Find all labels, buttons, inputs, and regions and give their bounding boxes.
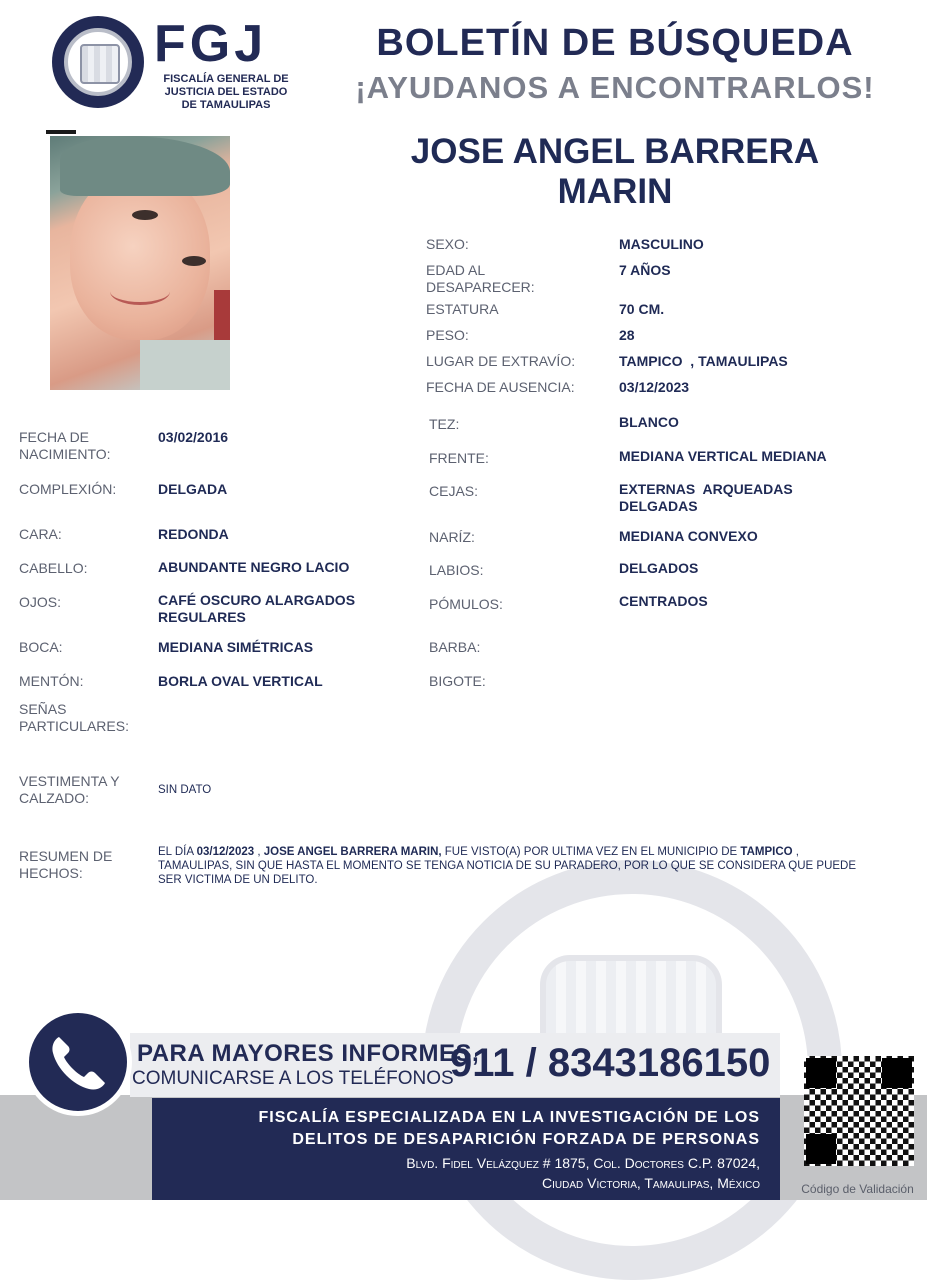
summary-date: 03/12/2023 xyxy=(196,846,255,858)
label-estatura: ESTATURA xyxy=(426,301,499,317)
label-ojos: OJOS: xyxy=(19,594,62,610)
value-complexion: DELGADA xyxy=(158,481,228,497)
label-labios: LABIOS: xyxy=(429,562,484,578)
value-sexo: MASCULINO xyxy=(619,236,704,252)
person-name-line1: JOSE ANGEL BARRERA xyxy=(410,132,820,171)
label-fecha-nacimiento: FECHA DE NACIMIENTO: xyxy=(19,429,111,462)
qr-label: Código de Validación xyxy=(801,1182,914,1196)
value-menton: BORLA OVAL VERTICAL xyxy=(158,673,323,689)
photo-mouth xyxy=(110,278,170,305)
label-boca: BOCA: xyxy=(19,639,63,655)
contact-line1: PARA MAYORES INFORMES, xyxy=(137,1040,480,1067)
value-cabello: ABUNDANTE NEGRO LACIO xyxy=(158,559,350,575)
label-complexion: COMPLEXIÓN: xyxy=(19,481,117,497)
label-peso: PESO: xyxy=(426,327,469,343)
label-menton: MENTÓN: xyxy=(19,673,84,689)
label-sexo: SEXO: xyxy=(426,236,469,252)
value-vestimenta: SIN DATO xyxy=(158,784,212,796)
photo-mark xyxy=(46,130,76,134)
value-cejas: EXTERNAS ARQUEADAS DELGADAS xyxy=(619,481,797,514)
value-ojos: CAFÉ OSCURO ALARGADOS REGULARES xyxy=(158,592,356,625)
logo-subtitle: FISCALÍA GENERAL DE JUSTICIA DEL ESTADO DE TAMAULIPAS xyxy=(163,73,289,111)
summary-name: JOSE ANGEL BARRERA MARIN, xyxy=(263,846,442,858)
summary-text xyxy=(158,845,868,887)
value-tez: BLANCO xyxy=(619,414,679,430)
label-resumen: RESUMEN DE HECHOS: xyxy=(19,848,113,881)
label-bigote: BIGOTE: xyxy=(429,673,486,689)
value-fecha-ausencia: 03/12/2023 xyxy=(619,379,690,395)
photo-eye xyxy=(182,256,206,266)
value-labios: DELGADOS xyxy=(619,560,699,576)
contact-line2: COMUNICARSE A LOS TELÉFONOS xyxy=(132,1068,454,1089)
value-peso: 28 xyxy=(619,327,635,343)
value-cara: REDONDA xyxy=(158,526,229,542)
label-vestimenta: VESTIMENTA Y CALZADO: xyxy=(19,773,120,806)
label-cara: CARA: xyxy=(19,526,62,542)
value-boca: MEDIANA SIMÉTRICAS xyxy=(158,639,314,655)
person-name xyxy=(380,132,850,212)
value-nariz: MEDIANA CONVEXO xyxy=(619,528,758,544)
label-nariz: NARÍZ: xyxy=(429,529,475,545)
person-name-line2: MARIN xyxy=(557,172,673,211)
summary-part: , xyxy=(254,846,264,858)
photo-eye xyxy=(132,210,158,220)
label-tez: TEZ: xyxy=(429,416,460,432)
label-edad: EDAD AL DESAPARECER: xyxy=(426,262,535,295)
contact-phones: 911 / 8343186150 xyxy=(450,1041,771,1085)
label-senas: SEÑAS PARTICULARES: xyxy=(19,701,129,734)
label-lugar: LUGAR DE EXTRAVÍO: xyxy=(426,353,576,369)
value-estatura: 70 CM. xyxy=(619,301,665,317)
footer-line2: DELITOS DE DESAPARICIÓN FORZADA DE PERSONAS xyxy=(292,1131,760,1148)
summary-part: EL DÍA xyxy=(158,846,197,858)
photo-collar xyxy=(140,340,230,390)
qr-code-icon[interactable] xyxy=(804,1056,914,1166)
label-fecha-ausencia: FECHA DE AUSENCIA: xyxy=(426,379,575,395)
value-fecha-nacimiento: 03/02/2016 xyxy=(158,429,229,445)
label-pomulos: PÓMULOS: xyxy=(429,596,503,612)
footer-line4: Ciudad Victoria, Tamaulipas, México xyxy=(542,1175,760,1191)
value-frente: MEDIANA VERTICAL MEDIANA xyxy=(619,448,827,464)
bulletin-title: BOLETÍN DE BÚSQUEDA xyxy=(376,22,854,64)
bulletin-subtitle: ¡AYUDANOS A ENCONTRARLOS! xyxy=(355,70,875,105)
value-pomulos: CENTRADOS xyxy=(619,593,708,609)
logo-title: FGJ xyxy=(154,15,268,73)
label-frente: FRENTE: xyxy=(429,450,489,466)
phone-icon xyxy=(29,1013,127,1111)
summary-part: FUE VISTO(A) POR ULTIMA VEZ EN EL MUNICIPIO DE xyxy=(441,846,741,858)
footer-line3: Blvd. Fidel Velázquez # 1875, Col. Doctores C.P. 87024, xyxy=(406,1155,760,1171)
logo-shield-icon xyxy=(80,44,120,84)
value-lugar: TAMPICO , TAMAULIPAS xyxy=(619,353,788,369)
footer-line1: FISCALÍA ESPECIALIZADA EN LA INVESTIGACIÓN DE LOS xyxy=(258,1109,760,1126)
label-barba: BARBA: xyxy=(429,639,481,655)
summary-part: , TAMAULIPAS, SIN QUE HASTA EL MOMENTO SE TENGA NOTICIA DE SU PARADERO, POR LO QUE SE CONSIDERA QUE PUEDE SER VICTIMA DE UN DELITO. xyxy=(158,846,857,886)
summary-city: TAMPICO xyxy=(740,846,793,858)
label-cabello: CABELLO: xyxy=(19,560,88,576)
phone-button xyxy=(24,1008,132,1116)
label-cejas: CEJAS: xyxy=(429,483,479,499)
value-edad: 7 AÑOS xyxy=(619,262,671,278)
